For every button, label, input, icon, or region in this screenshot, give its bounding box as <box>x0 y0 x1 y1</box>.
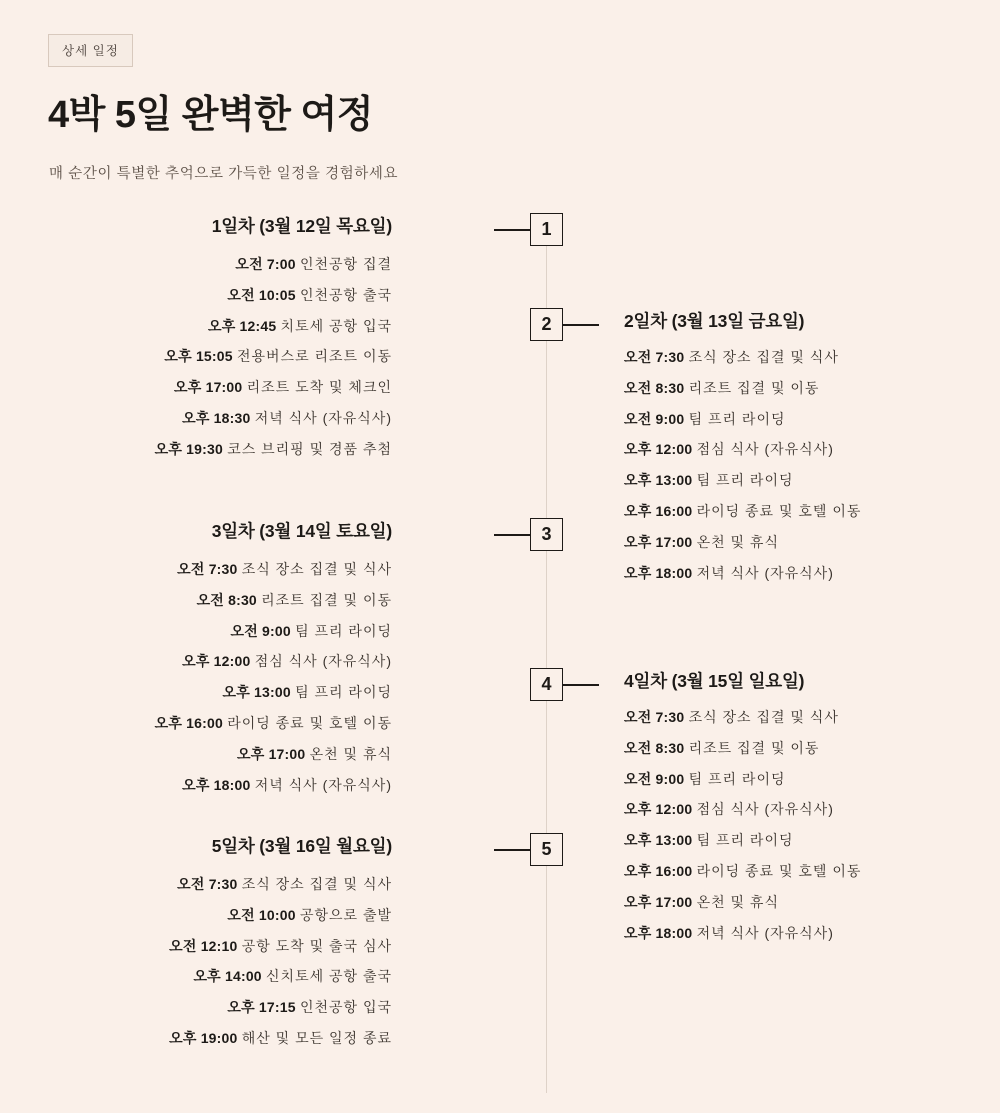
schedule-item <box>169 999 392 1016</box>
schedule-item-time: 오후 17:00 <box>174 379 243 396</box>
schedule-item-description: 전용버스로 리조트 이동 <box>236 348 392 365</box>
schedule-item-description: 팀 프리 라이딩 <box>295 684 392 701</box>
schedule-item-description: 조식 장소 집결 및 식사 <box>241 561 392 577</box>
schedule-item-description: 공항 도착 및 출국 심사 <box>241 937 392 954</box>
schedule-item-description: 코스 브리핑 및 경품 추첨 <box>227 440 392 457</box>
schedule-item-time: 오후 19:00 <box>169 1029 238 1046</box>
schedule-item <box>169 876 392 893</box>
schedule-item <box>624 349 861 366</box>
schedule-item-time: 오후 18:30 <box>182 409 251 426</box>
day-column <box>155 518 392 807</box>
schedule-item <box>169 938 392 955</box>
schedule-item-time: 오후 13:00 <box>624 472 693 489</box>
timeline <box>46 213 954 1113</box>
schedule-item-time: 오후 14:00 <box>193 968 262 985</box>
day-column <box>169 833 392 1061</box>
schedule-item-description: 라이딩 종료 및 호텔 이동 <box>696 862 862 879</box>
schedule-item-description: 인천공항 입국 <box>299 999 392 1016</box>
schedule-item-description: 조식 장소 집결 및 식사 <box>241 876 392 892</box>
schedule-item-description: 온천 및 휴식 <box>696 893 779 910</box>
day-marker[interactable]: 3 <box>530 518 563 551</box>
schedule-item-description: 팀 프리 라이딩 <box>696 472 794 489</box>
schedule-item <box>624 472 861 489</box>
schedule-item-description: 점심 식사 (자유식사) <box>696 441 834 458</box>
schedule-item-time: 오전 7:30 <box>177 876 238 892</box>
schedule-item-description: 저녁 식사 (자유식사) <box>696 924 834 941</box>
page-title: 4박 5일 완벽한 여정 <box>48 94 373 136</box>
day-marker[interactable]: 1 <box>530 213 563 246</box>
schedule-item-time: 오후 12:00 <box>624 801 693 818</box>
schedule-item-time: 오후 18:00 <box>182 776 251 793</box>
day-marker[interactable]: 2 <box>530 308 563 341</box>
schedule-item <box>155 348 392 365</box>
schedule-item-time: 오후 17:00 <box>237 745 306 762</box>
section-badge: 상세 일정 <box>48 34 133 67</box>
schedule-item <box>155 561 392 578</box>
schedule-item <box>624 894 861 911</box>
day-connector-line <box>494 849 530 851</box>
page-subtitle: 매 순간이 특별한 추억으로 가득한 일정을 경험하세요 <box>49 166 399 182</box>
day-title: 3일차 (3월 14일 토요일) <box>211 521 392 541</box>
day-column <box>624 308 861 595</box>
day-title: 5일차 (3월 16일 월요일) <box>211 836 392 856</box>
schedule-item-description: 점심 식사 (자유식사) <box>254 653 392 670</box>
schedule-item-description: 팀 프리 라이딩 <box>688 410 786 427</box>
schedule-item-time: 오전 7:30 <box>624 709 685 725</box>
schedule-item-description: 라이딩 종료 및 호텔 이동 <box>696 502 862 519</box>
schedule-item-time: 오후 17:00 <box>624 893 693 910</box>
schedule-item-time: 오후 16:00 <box>624 862 693 879</box>
schedule-item-description: 저녁 식사 (자유식사) <box>254 409 392 426</box>
schedule-item <box>624 832 861 849</box>
schedule-item <box>169 968 392 985</box>
day-title: 4일차 (3월 15일 일요일) <box>624 671 805 691</box>
schedule-item <box>155 592 392 609</box>
schedule-item-time: 오후 16:00 <box>154 714 223 731</box>
day-connector-line <box>494 534 530 536</box>
schedule-item <box>624 801 861 818</box>
schedule-item-time: 오전 9:00 <box>230 622 291 639</box>
schedule-item-time: 오후 17:00 <box>624 533 693 550</box>
schedule-item-description: 저녁 식사 (자유식사) <box>696 564 834 581</box>
schedule-item-description: 인천공항 집결 <box>299 256 392 272</box>
schedule-item-time: 오전 8:30 <box>196 591 257 608</box>
schedule-item-description: 점심 식사 (자유식사) <box>696 801 834 818</box>
schedule-item <box>624 925 861 942</box>
day-connector-line <box>494 229 530 231</box>
schedule-item <box>624 565 861 582</box>
day-column <box>624 668 861 955</box>
day-marker[interactable]: 5 <box>530 833 563 866</box>
schedule-item <box>624 503 861 520</box>
schedule-item-time: 오후 16:00 <box>624 502 693 519</box>
schedule-item <box>624 441 861 458</box>
schedule-item-time: 오전 8:30 <box>624 379 685 396</box>
schedule-item-time: 오전 12:10 <box>169 937 238 954</box>
schedule-item <box>155 379 392 396</box>
schedule-item-time: 오전 10:05 <box>227 286 296 303</box>
schedule-item-description: 신치토세 공항 출국 <box>266 968 392 985</box>
schedule-item-time: 오후 18:00 <box>624 924 693 941</box>
schedule-item-time: 오후 12:45 <box>207 317 277 334</box>
schedule-item-description: 조식 장소 집결 및 식사 <box>688 349 839 365</box>
schedule-item <box>155 441 392 458</box>
schedule-item-time: 오전 10:00 <box>227 906 296 923</box>
schedule-item-time: 오후 12:00 <box>182 653 251 670</box>
schedule-item <box>155 410 392 427</box>
schedule-item-time: 오전 9:00 <box>624 410 685 427</box>
schedule-item <box>169 1030 392 1047</box>
schedule-item <box>155 256 392 273</box>
day-marker[interactable]: 4 <box>530 668 563 701</box>
schedule-item-description: 라이딩 종료 및 호텔 이동 <box>227 714 392 731</box>
schedule-item-description: 온천 및 휴식 <box>696 533 779 550</box>
schedule-item-time: 오후 12:00 <box>624 441 693 458</box>
schedule-item-description: 팀 프리 라이딩 <box>688 770 786 787</box>
schedule-item <box>155 318 392 335</box>
schedule-item <box>624 740 861 757</box>
timeline-axis <box>546 213 547 1093</box>
schedule-item <box>155 746 392 763</box>
schedule-item-description: 인천공항 출국 <box>299 286 392 303</box>
schedule-item <box>624 709 861 726</box>
schedule-item <box>624 534 861 551</box>
schedule-item-description: 팀 프리 라이딩 <box>295 622 392 639</box>
day-title: 2일차 (3월 13일 금요일) <box>624 311 805 331</box>
schedule-item-description: 온천 및 휴식 <box>309 745 392 762</box>
schedule-item <box>624 380 861 397</box>
schedule-item-time: 오전 8:30 <box>624 739 685 756</box>
schedule-item <box>155 684 392 701</box>
schedule-item-time: 오후 13:00 <box>222 684 291 701</box>
schedule-item-time: 오전 9:00 <box>624 770 685 787</box>
schedule-item-time: 오후 18:00 <box>624 564 693 581</box>
schedule-item-description: 공항으로 출발 <box>299 906 392 923</box>
schedule-item-time: 오후 19:30 <box>154 440 223 457</box>
schedule-item-description: 팀 프리 라이딩 <box>696 832 794 849</box>
schedule-item <box>155 653 392 670</box>
schedule-item-description: 리조트 집결 및 이동 <box>688 379 820 396</box>
schedule-item-description: 리조트 집결 및 이동 <box>688 739 820 756</box>
schedule-item-description: 리조트 도착 및 체크인 <box>246 379 392 396</box>
schedule-item <box>155 715 392 732</box>
schedule-item-description: 저녁 식사 (자유식사) <box>254 776 392 793</box>
schedule-item <box>624 411 861 428</box>
schedule-item-description: 조식 장소 집결 및 식사 <box>688 709 839 725</box>
schedule-item <box>155 287 392 304</box>
schedule-item-time: 오전 7:00 <box>235 256 296 272</box>
day-title: 1일차 (3월 12일 목요일) <box>211 216 392 236</box>
schedule-item-time: 오후 15:05 <box>164 348 233 365</box>
schedule-item <box>155 777 392 794</box>
schedule-item-description: 리조트 집결 및 이동 <box>261 591 392 608</box>
schedule-item <box>169 907 392 924</box>
schedule-item <box>624 863 861 880</box>
schedule-item-time: 오전 7:30 <box>624 349 685 365</box>
schedule-item-description: 해산 및 모든 일정 종료 <box>241 1029 392 1046</box>
day-column <box>155 213 392 472</box>
schedule-item-time: 오전 7:30 <box>177 561 238 577</box>
schedule-item-time: 오후 13:00 <box>624 832 693 849</box>
schedule-item-time: 오후 17:15 <box>227 999 296 1016</box>
schedule-item <box>624 771 861 788</box>
schedule-item <box>155 623 392 640</box>
schedule-item-description: 치토세 공항 입국 <box>280 317 392 334</box>
day-connector-line <box>563 684 599 686</box>
day-connector-line <box>563 324 599 326</box>
